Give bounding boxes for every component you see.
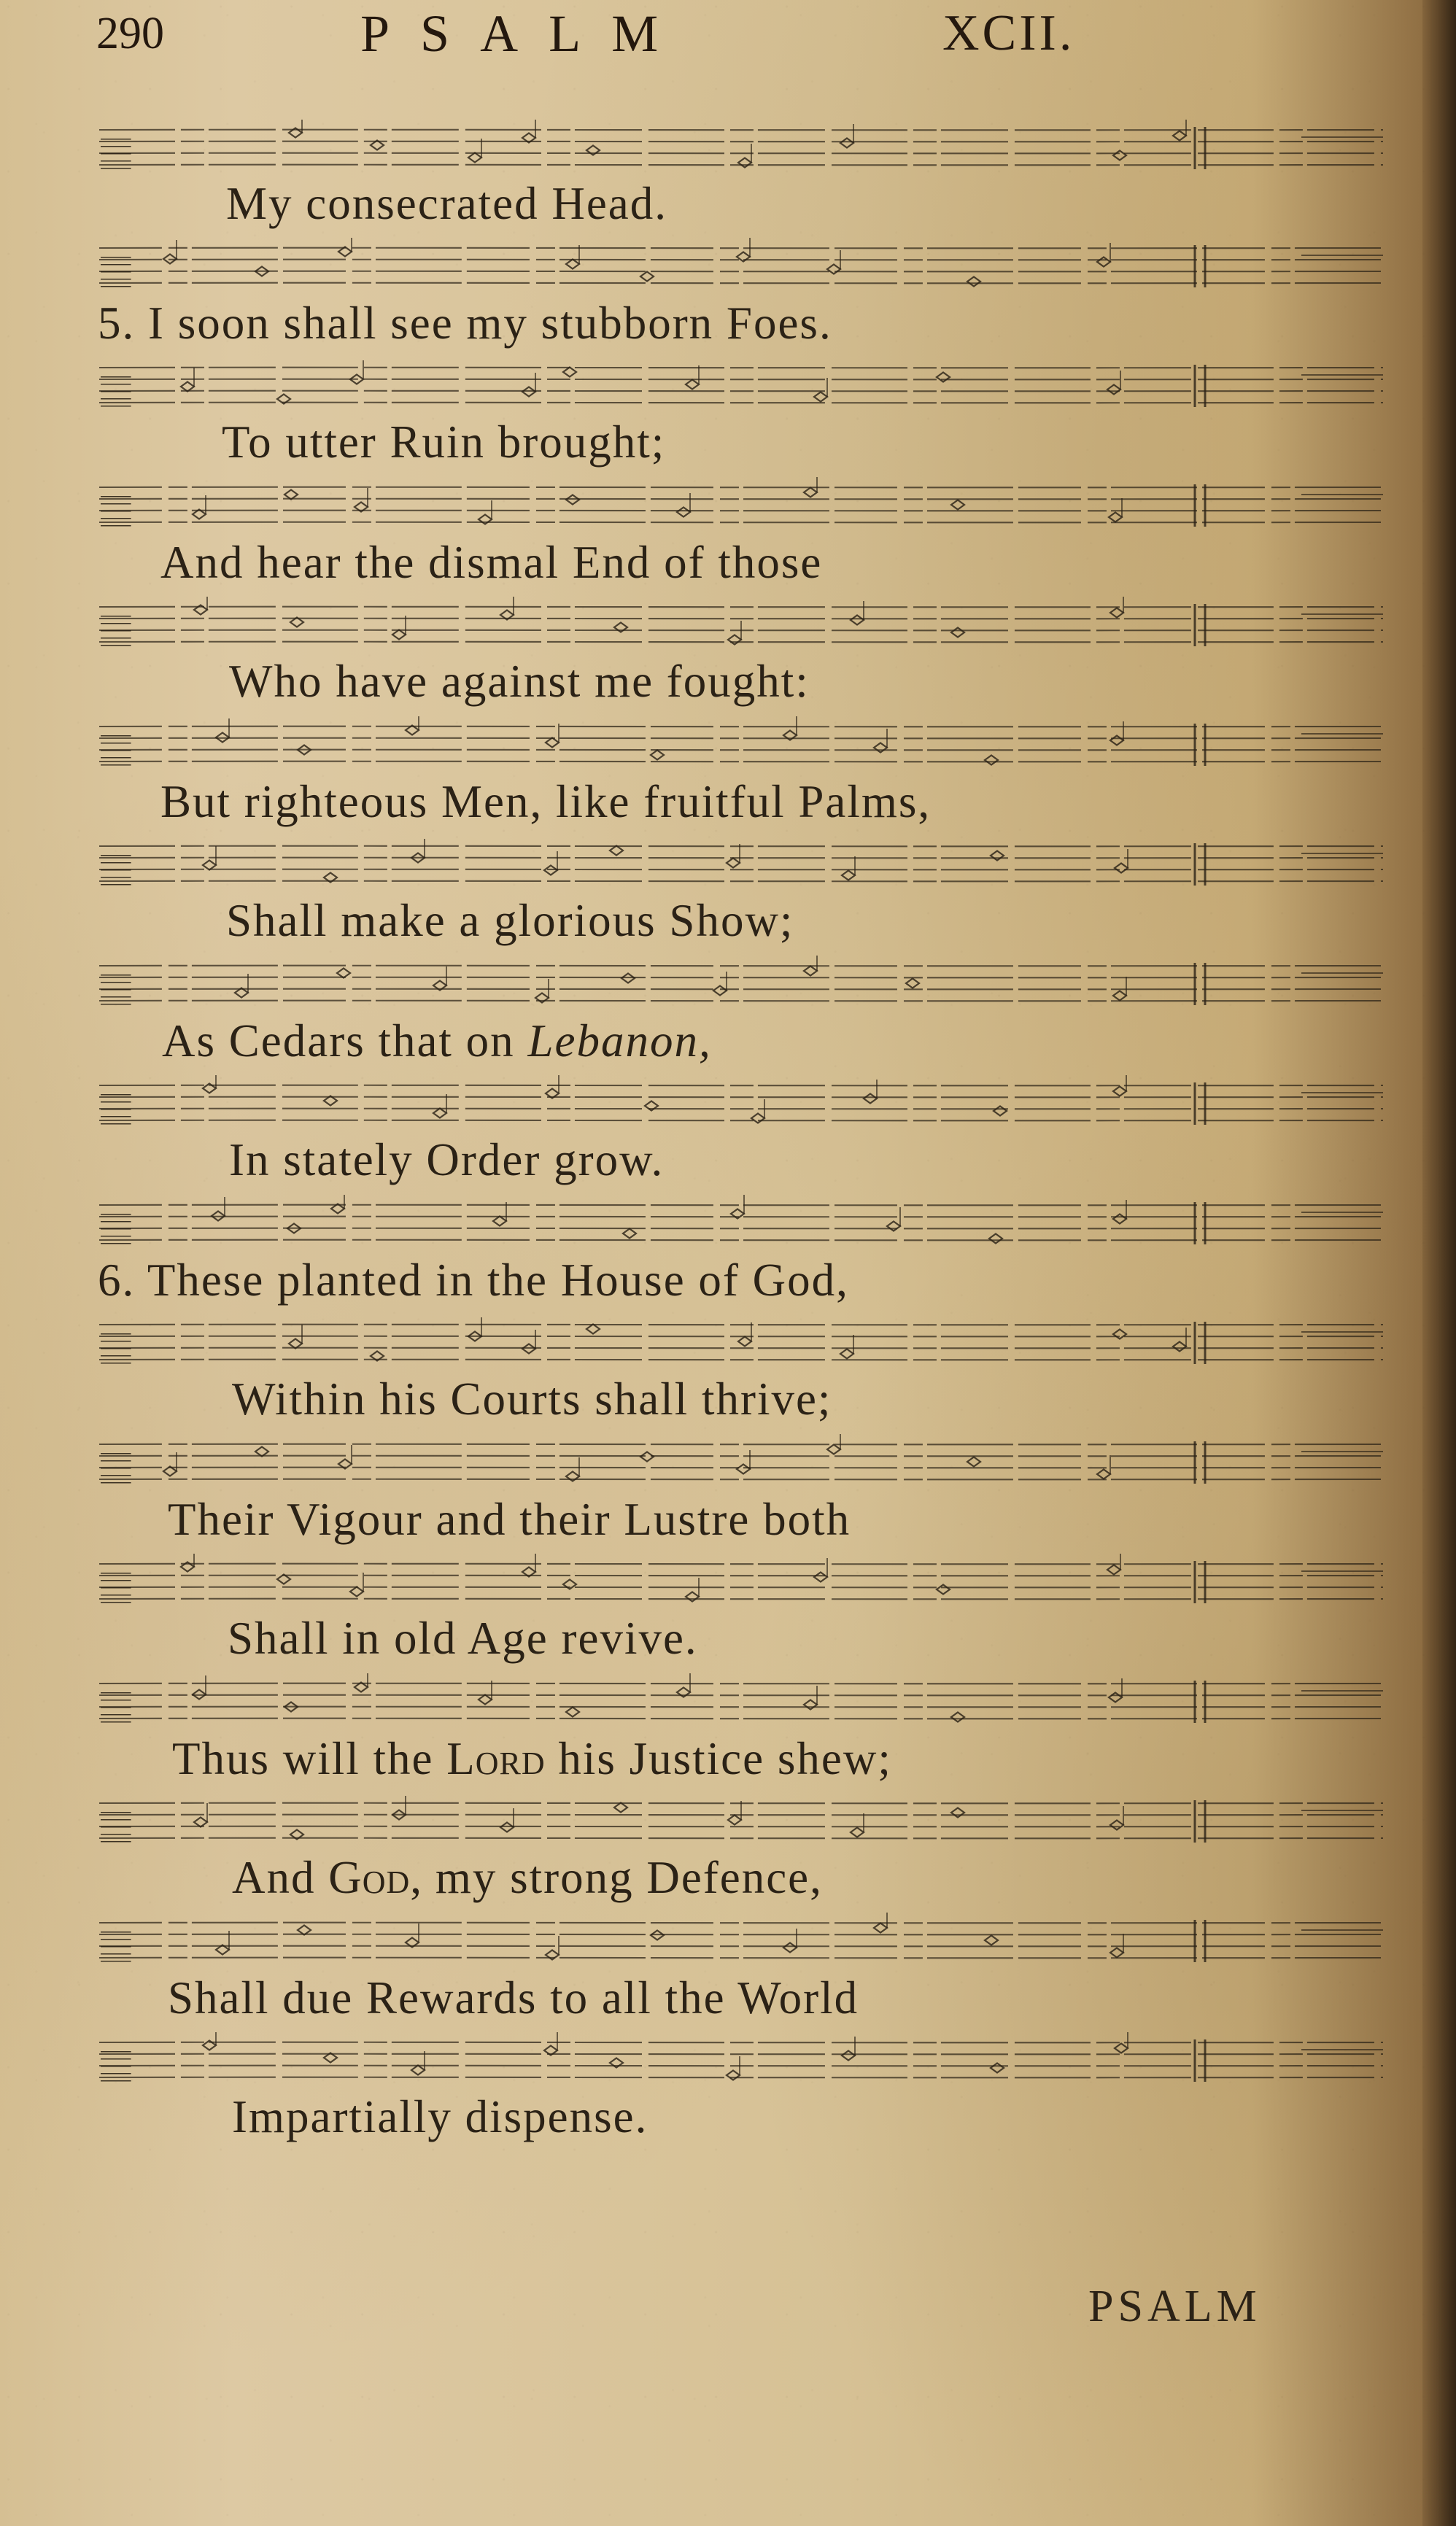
diamond-note-mark — [255, 1447, 268, 1457]
staff-line — [99, 1120, 1383, 1121]
diamond-note-mark — [1097, 1470, 1110, 1479]
lyric-line: Who have against me fought: — [229, 656, 810, 707]
staff-notation-drawing — [99, 1192, 1383, 1256]
staff-line — [99, 1587, 1383, 1588]
diamond-note-mark — [874, 1923, 887, 1933]
diamond-note-mark — [1110, 736, 1123, 745]
diamond-note-mark — [937, 1585, 950, 1595]
diamond-note-mark — [1115, 864, 1128, 873]
diamond-note-mark — [804, 1700, 817, 1710]
diamond-note-mark — [1113, 1087, 1126, 1096]
diamond-note-mark — [851, 616, 864, 625]
staff-line — [99, 1479, 1383, 1480]
staff-line — [99, 738, 1383, 739]
diamond-note-mark — [1173, 131, 1186, 141]
diamond-note-mark — [991, 851, 1004, 861]
diamond-note-mark — [985, 756, 998, 765]
staff-line — [99, 869, 1383, 870]
diamond-note-mark — [566, 260, 579, 269]
staff-line — [99, 1934, 1383, 1935]
lyric-text: his Justice shew; — [545, 1733, 892, 1784]
diamond-note-mark — [967, 277, 980, 287]
lyric-line — [172, 1731, 892, 1786]
clef-mark: 𝄚 — [101, 371, 131, 415]
clef-mark: 𝄚 — [101, 969, 131, 1013]
staff-lines — [99, 368, 1383, 403]
diamond-note-mark — [951, 1713, 964, 1722]
diamond-note-mark — [951, 1808, 964, 1818]
diamond-note-mark — [522, 387, 535, 397]
lyric-line: 6. These planted in the House of God, — [98, 1255, 849, 1306]
diamond-note-mark — [864, 1094, 877, 1104]
diamond-note-mark — [840, 139, 853, 148]
diamond-note-mark — [989, 1234, 1002, 1244]
staff-line — [99, 1958, 1383, 1959]
staff-line — [99, 989, 1383, 990]
lyric-line: In stately Order grow. — [229, 1134, 665, 1185]
staff-line — [99, 1946, 1383, 1947]
staff-line — [99, 391, 1383, 392]
diamond-note-mark — [991, 2064, 1004, 2073]
diamond-note-mark — [392, 630, 406, 640]
music-staff — [99, 235, 1383, 299]
diamond-note-mark — [727, 859, 740, 868]
staff-line — [99, 881, 1383, 882]
diamond-note-mark — [738, 158, 751, 168]
staff-line — [99, 271, 1383, 272]
psalm-header-title: PSALM — [360, 4, 689, 63]
diamond-note-mark — [1113, 1214, 1126, 1224]
diamond-note-mark — [951, 628, 964, 638]
clef-mark: 𝄚 — [101, 491, 131, 535]
staff-line — [99, 1564, 1383, 1565]
diamond-note-mark — [337, 969, 350, 978]
lyric-line: Shall due Rewards to all the World — [168, 1972, 859, 2023]
music-staff — [99, 1192, 1383, 1256]
diamond-note-mark — [623, 1229, 636, 1239]
diamond-note-mark — [804, 488, 817, 497]
diamond-note-mark — [1173, 1342, 1186, 1352]
diamond-note-mark — [1107, 1565, 1120, 1575]
staff-line — [99, 1838, 1383, 1839]
diamond-note-mark — [814, 1573, 827, 1582]
diamond-note-mark — [842, 2051, 855, 2061]
clef-mark: 𝄚 — [101, 730, 131, 774]
diamond-note-mark — [751, 1114, 764, 1123]
staff-notation-drawing — [99, 1790, 1383, 1854]
diamond-note-mark — [522, 1344, 535, 1354]
staff-notation-drawing — [99, 1072, 1383, 1136]
lyric-small-caps-word: God, — [328, 1852, 423, 1903]
diamond-note-mark — [1109, 513, 1122, 522]
staff-line — [99, 379, 1383, 380]
diamond-note-mark — [614, 1803, 627, 1813]
diamond-note-mark — [951, 500, 964, 510]
diamond-note-mark — [284, 490, 298, 500]
diamond-note-mark — [728, 1816, 741, 1825]
lyric-line: My consecrated Head. — [226, 178, 668, 229]
staff-line — [99, 858, 1383, 859]
clef-mark: 𝄚 — [101, 252, 131, 295]
lyric-line: But righteous Men, like fruitful Palms, — [160, 776, 932, 827]
lyric-text: Thus will the — [172, 1733, 447, 1784]
staff-line — [99, 1444, 1383, 1445]
staff-lines — [99, 1684, 1383, 1719]
lyric-line — [232, 1850, 823, 1905]
staff-line — [99, 1707, 1383, 1708]
staff-lines — [99, 1444, 1383, 1480]
diamond-note-mark — [967, 1457, 980, 1467]
diamond-note-mark — [1107, 385, 1120, 395]
staff-lines — [99, 1564, 1383, 1600]
diamond-note-mark — [298, 1926, 311, 1935]
diamond-note-mark — [1097, 257, 1110, 267]
music-staff — [99, 117, 1383, 181]
lyric-line: Shall make a glorious Show; — [226, 895, 794, 946]
clef-mark: 𝄚 — [101, 1926, 131, 1970]
staff-line — [99, 1097, 1383, 1098]
diamond-note-mark — [906, 979, 919, 988]
psalm-number: XCII. — [942, 5, 1075, 61]
staff-lines — [99, 846, 1383, 882]
music-staff — [99, 1551, 1383, 1615]
lyric-line: 5. I soon shall see my stubborn Foes. — [98, 298, 832, 349]
staff-line — [99, 153, 1383, 154]
diamond-note-mark — [985, 1936, 998, 1945]
lyric-text: And — [232, 1852, 329, 1903]
diamond-note-mark — [1109, 1693, 1122, 1702]
staff-notation-drawing — [99, 1312, 1383, 1376]
staff-notation-drawing — [99, 1551, 1383, 1615]
diamond-note-mark — [500, 1823, 514, 1832]
diamond-note-mark — [1110, 1821, 1123, 1830]
lyric-line: Impartially dispense. — [232, 2091, 648, 2142]
diamond-note-mark — [937, 373, 950, 382]
staff-line — [99, 248, 1383, 249]
diamond-note-mark — [814, 392, 827, 402]
catchword: PSALM — [1088, 2282, 1261, 2331]
staff-line — [99, 1348, 1383, 1349]
clef-mark: 𝄚 — [101, 133, 131, 177]
diamond-note-mark — [640, 272, 654, 282]
diamond-note-mark — [350, 1587, 363, 1597]
diamond-note-mark — [677, 508, 690, 517]
staff-line — [99, 522, 1383, 523]
diamond-note-mark — [493, 1217, 506, 1226]
staff-lines — [99, 1085, 1383, 1121]
staff-notation-drawing — [99, 355, 1383, 419]
diamond-note-mark — [1113, 1330, 1126, 1339]
music-staff — [99, 953, 1383, 1017]
lyric-italic-word: Lebanon, — [527, 1015, 712, 1066]
music-staff — [99, 833, 1383, 897]
staff-lines — [99, 1205, 1383, 1241]
diamond-note-mark — [1113, 151, 1126, 160]
clef-mark: 𝄚 — [101, 1328, 131, 1372]
staff-line — [99, 1205, 1383, 1206]
diamond-note-mark — [563, 368, 576, 377]
diamond-note-mark — [433, 1109, 446, 1118]
lyric-line: To utter Ruin brought; — [222, 417, 666, 468]
lyric-line — [162, 1013, 712, 1069]
staff-lines — [99, 966, 1383, 1002]
diamond-note-mark — [686, 380, 699, 390]
music-staff — [99, 1910, 1383, 1974]
diamond-note-mark — [851, 1828, 864, 1837]
staff-line — [99, 607, 1383, 608]
staff-notation-drawing — [99, 713, 1383, 778]
diamond-note-mark — [840, 1349, 853, 1359]
page-number: 290 — [96, 9, 164, 58]
music-staff — [99, 355, 1383, 419]
staff-line — [99, 1826, 1383, 1827]
diamond-note-mark — [827, 265, 840, 274]
clef-mark: 𝄚 — [101, 611, 131, 654]
staff-line — [99, 1599, 1383, 1600]
diamond-note-mark — [546, 738, 559, 748]
diamond-note-mark — [1110, 1948, 1123, 1958]
staff-line — [99, 977, 1383, 978]
staff-lines — [99, 2042, 1383, 2078]
staff-lines — [99, 727, 1383, 762]
lyric-small-caps-word: Lord — [446, 1733, 546, 1784]
clef-mark: 𝄚 — [101, 1687, 131, 1731]
staff-lines — [99, 487, 1383, 523]
clef-mark: 𝄚 — [101, 1568, 131, 1611]
diamond-note-mark — [1115, 2044, 1128, 2053]
staff-notation-drawing — [99, 474, 1383, 538]
lyric-line: Within his Courts shall thrive; — [232, 1374, 832, 1425]
staff-notation-drawing — [99, 833, 1383, 897]
staff-line — [99, 1228, 1383, 1229]
diamond-note-mark — [651, 751, 664, 760]
clef-mark: 𝄚 — [101, 850, 131, 894]
staff-notation-drawing — [99, 1431, 1383, 1495]
music-staff — [99, 1670, 1383, 1735]
diamond-note-mark — [874, 743, 887, 753]
staff-line — [99, 487, 1383, 488]
diamond-note-mark — [994, 1107, 1007, 1116]
page-header — [96, 4, 1125, 63]
staff-notation-drawing — [99, 594, 1383, 658]
diamond-note-mark — [1110, 608, 1123, 618]
staff-line — [99, 2054, 1383, 2055]
diamond-note-mark — [586, 1325, 600, 1334]
staff-line — [99, 642, 1383, 643]
diamond-note-mark — [783, 1943, 797, 1953]
diamond-note-mark — [566, 1708, 579, 1717]
diamond-note-mark — [468, 153, 481, 163]
diamond-note-mark — [610, 846, 623, 856]
lyric-line: Their Vigour and their Lustre both — [168, 1494, 851, 1545]
staff-notation-drawing — [99, 117, 1383, 181]
staff-line — [99, 1001, 1383, 1002]
music-staff — [99, 1790, 1383, 1854]
music-staff — [99, 1312, 1383, 1376]
clef-mark: 𝄚 — [101, 1448, 131, 1492]
staff-line — [99, 2077, 1383, 2078]
diamond-note-mark — [728, 635, 741, 645]
clef-mark: 𝄚 — [101, 1807, 131, 1851]
music-staff — [99, 2029, 1383, 2093]
diamond-note-mark — [887, 1222, 900, 1231]
diamond-note-mark — [203, 861, 216, 870]
diamond-note-mark — [181, 382, 194, 392]
diamond-note-mark — [842, 871, 855, 880]
staff-notation-drawing — [99, 235, 1383, 299]
diamond-note-mark — [289, 1339, 302, 1349]
staff-notation-drawing — [99, 1910, 1383, 1974]
lyric-line: And hear the dismal End of those — [160, 537, 823, 588]
staff-line — [99, 1456, 1383, 1457]
lyric-line: Shall in old Age revive. — [228, 1613, 698, 1664]
diamond-note-mark — [727, 2071, 740, 2080]
diamond-note-mark — [804, 966, 817, 976]
clef-mark: 𝄚 — [101, 1089, 131, 1133]
music-staff — [99, 1072, 1383, 1136]
staff-line — [99, 1695, 1383, 1696]
staff-line — [99, 283, 1383, 284]
diamond-note-mark — [1113, 991, 1126, 1001]
staff-line — [99, 846, 1383, 847]
staff-line — [99, 2042, 1383, 2043]
staff-line — [99, 750, 1383, 751]
staff-line — [99, 1336, 1383, 1337]
music-staff — [99, 594, 1383, 658]
diamond-note-mark — [411, 2066, 425, 2075]
lyric-text: my strong Defence, — [422, 1852, 823, 1903]
clef-mark: 𝄚 — [101, 1209, 131, 1252]
diamond-note-mark — [737, 1465, 750, 1474]
staff-notation-drawing — [99, 2029, 1383, 2093]
music-staff — [99, 474, 1383, 538]
diamond-note-mark — [713, 986, 727, 996]
music-staff — [99, 713, 1383, 778]
music-staff — [99, 1431, 1383, 1495]
diamond-note-mark — [194, 1818, 207, 1827]
clef-mark: 𝄚 — [101, 2046, 131, 2090]
diamond-note-mark — [479, 1695, 492, 1705]
staff-line — [99, 1085, 1383, 1086]
staff-line — [99, 1240, 1383, 1241]
diamond-note-mark — [738, 1337, 751, 1347]
staff-lines — [99, 1923, 1383, 1959]
lyric-text: As Cedars that on — [162, 1015, 528, 1066]
staff-notation-drawing — [99, 953, 1383, 1017]
staff-notation-drawing — [99, 1670, 1383, 1735]
diamond-note-mark — [827, 1445, 840, 1454]
page-spine-shadow — [1422, 0, 1456, 2526]
diamond-note-mark — [686, 1592, 699, 1602]
